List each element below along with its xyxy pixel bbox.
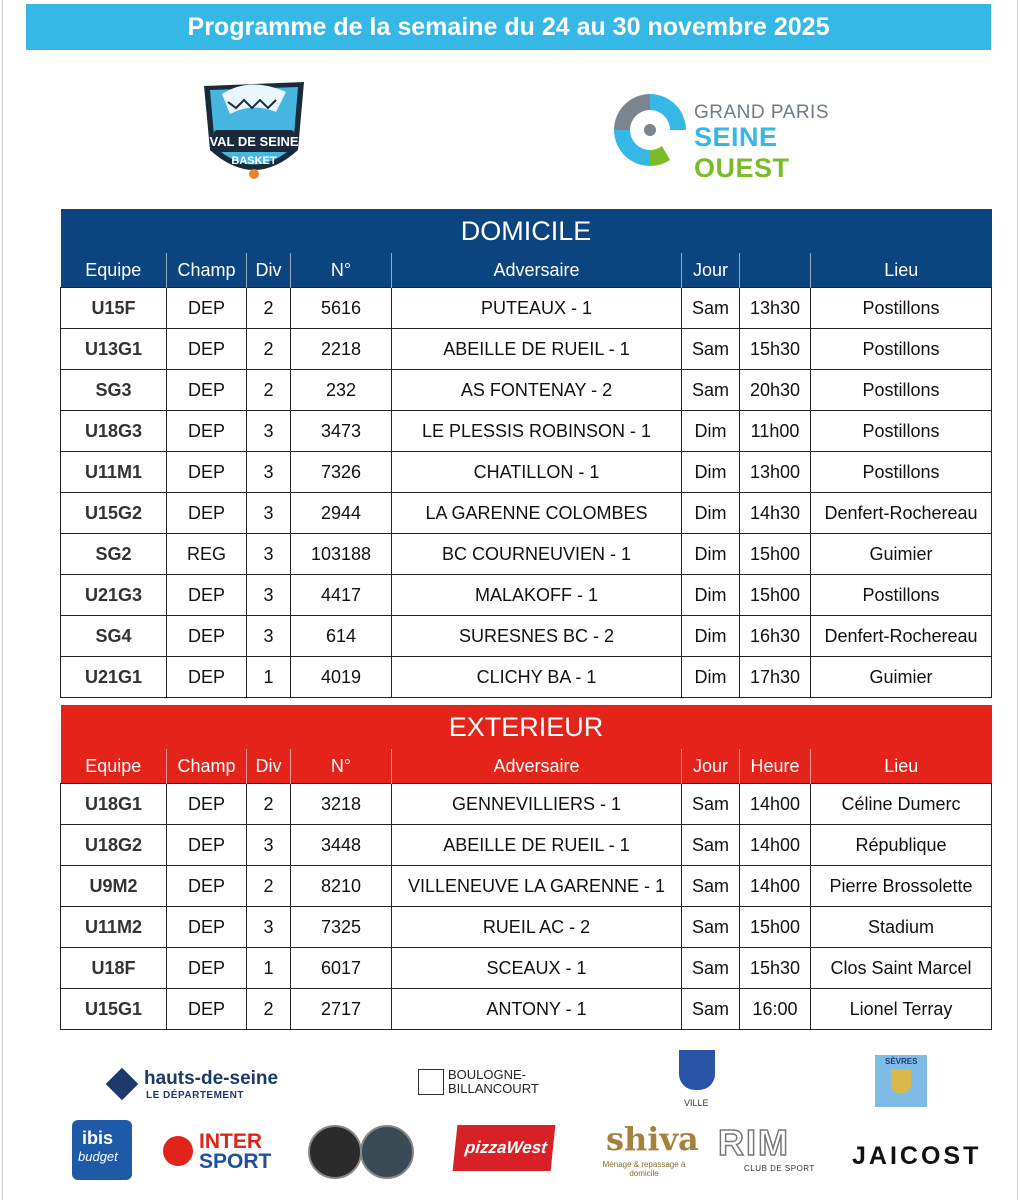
cell-adversaire: RUEIL AC - 2 — [392, 907, 682, 948]
rim-name: RIM — [718, 1122, 790, 1163]
cell-numero: 4019 — [291, 657, 392, 698]
rim-club-logo — [718, 1122, 824, 1178]
domicile-table — [60, 209, 992, 698]
boulogne-emblem-icon — [418, 1069, 444, 1095]
sevres-shield-icon — [891, 1069, 911, 1093]
table-row — [61, 575, 992, 616]
cell-equipe: U9M2 — [61, 866, 167, 907]
cell-div: 3 — [247, 825, 291, 866]
vds-line1: VAL DE SEINE — [209, 134, 299, 149]
cell-div: 3 — [247, 411, 291, 452]
ibis-line2: budget — [78, 1149, 118, 1164]
cell-numero: 4417 — [291, 575, 392, 616]
cell-adversaire: ABEILLE DE RUEIL - 1 — [392, 329, 682, 370]
cell-lieu: Postillons — [811, 370, 992, 411]
jaicost-logo: JAICOST — [852, 1142, 982, 1170]
cell-numero: 5616 — [291, 288, 392, 329]
cell-numero: 2944 — [291, 493, 392, 534]
cell-champ: DEP — [167, 866, 247, 907]
domicile-header-row — [61, 253, 992, 288]
exterieur-section-title: EXTERIEUR — [61, 705, 992, 749]
cell-div: 2 — [247, 288, 291, 329]
cell-adversaire: BC COURNEUVIEN - 1 — [392, 534, 682, 575]
vds-line2: BASKET — [231, 155, 277, 167]
col-equipe: Equipe — [61, 749, 167, 784]
col-equipe: Equipe — [61, 253, 167, 288]
shiva-tagline: Ménage & repassage à domicile — [602, 1160, 686, 1178]
cell-equipe: U11M1 — [61, 452, 167, 493]
cell-lieu: Postillons — [811, 575, 992, 616]
hauts-de-seine-logo — [106, 1066, 281, 1104]
cell-equipe: U15G2 — [61, 493, 167, 534]
cell-jour: Sam — [682, 989, 740, 1030]
gpso-seine: SEINE — [694, 122, 778, 152]
cell-lieu: Denfert-Rochereau — [811, 493, 992, 534]
col-lieu: Lieu — [811, 253, 992, 288]
cell-lieu: Pierre Brossolette — [811, 866, 992, 907]
cell-jour: Dim — [682, 493, 740, 534]
cell-heure: 13h00 — [740, 452, 811, 493]
table-row — [61, 493, 992, 534]
col-jour: Jour — [682, 253, 740, 288]
cell-jour: Dim — [682, 575, 740, 616]
col-numero: N° — [291, 253, 392, 288]
col-champ: Champ — [167, 749, 247, 784]
exterieur-header-row — [61, 749, 992, 784]
cell-champ: DEP — [167, 288, 247, 329]
cell-champ: DEP — [167, 784, 247, 825]
cell-heure: 15h00 — [740, 575, 811, 616]
cell-champ: DEP — [167, 907, 247, 948]
cell-equipe: U11M2 — [61, 907, 167, 948]
cell-jour: Dim — [682, 534, 740, 575]
domicile-section-title: DOMICILE — [61, 209, 992, 253]
grand-paris-seine-ouest-logo — [608, 88, 848, 183]
exterieur-table — [60, 705, 992, 1030]
cell-div: 3 — [247, 907, 291, 948]
cell-equipe: U15G1 — [61, 989, 167, 1030]
cell-numero: 7325 — [291, 907, 392, 948]
cell-adversaire: PUTEAUX - 1 — [392, 288, 682, 329]
gpso-ouest: OUEST — [694, 153, 790, 183]
cell-champ: DEP — [167, 329, 247, 370]
intersport-line1: INTER — [199, 1130, 262, 1153]
cell-numero: 614 — [291, 616, 392, 657]
cell-heure: 15h30 — [740, 948, 811, 989]
cell-jour: Sam — [682, 948, 740, 989]
cell-lieu: Guimier — [811, 657, 992, 698]
cell-numero: 2717 — [291, 989, 392, 1030]
table-row — [61, 657, 992, 698]
cell-heure: 14h00 — [740, 825, 811, 866]
cell-lieu: Postillons — [811, 411, 992, 452]
cell-champ: DEP — [167, 370, 247, 411]
boulogne-line2: BILLANCOURT — [448, 1081, 539, 1096]
cell-div: 3 — [247, 534, 291, 575]
col-heure: Heure — [740, 749, 811, 784]
col-champ: Champ — [167, 253, 247, 288]
cell-heure: 14h00 — [740, 866, 811, 907]
boulogne-line1: BOULOGNE- — [448, 1067, 527, 1082]
boulogne-billancourt-logo — [418, 1068, 543, 1098]
col-lieu: Lieu — [811, 749, 992, 784]
cell-numero: 8210 — [291, 866, 392, 907]
cell-adversaire: LA GARENNE COLOMBES — [392, 493, 682, 534]
ibis-budget-logo — [72, 1120, 132, 1180]
cell-equipe: SG3 — [61, 370, 167, 411]
cell-adversaire: SCEAUX - 1 — [392, 948, 682, 989]
cell-div: 3 — [247, 452, 291, 493]
cell-heure: 14h30 — [740, 493, 811, 534]
col-adversaire: Adversaire — [392, 253, 682, 288]
cell-jour: Dim — [682, 616, 740, 657]
cell-lieu: Stadium — [811, 907, 992, 948]
cell-div: 2 — [247, 370, 291, 411]
table-row — [61, 825, 992, 866]
cell-div: 2 — [247, 866, 291, 907]
intersport-line2: SPORT — [199, 1150, 272, 1173]
cell-equipe: U13G1 — [61, 329, 167, 370]
table-row — [61, 411, 992, 452]
rim-sub: CLUB DE SPORT — [744, 1164, 815, 1173]
sevres-text: SÈVRES — [885, 1057, 918, 1066]
cell-lieu: Guimier — [811, 534, 992, 575]
cell-jour: Dim — [682, 452, 740, 493]
col-jour: Jour — [682, 749, 740, 784]
table-row — [61, 288, 992, 329]
cell-heure: 15h00 — [740, 907, 811, 948]
cell-div: 3 — [247, 575, 291, 616]
cell-div: 1 — [247, 948, 291, 989]
cell-adversaire: CLICHY BA - 1 — [392, 657, 682, 698]
cell-equipe: U18G2 — [61, 825, 167, 866]
cell-jour: Sam — [682, 329, 740, 370]
table-row — [61, 989, 992, 1030]
cell-equipe: SG2 — [61, 534, 167, 575]
shiva-logo — [602, 1116, 699, 1182]
cell-heure: 15h30 — [740, 329, 811, 370]
cell-champ: DEP — [167, 989, 247, 1030]
cell-heure: 17h30 — [740, 657, 811, 698]
cell-champ: DEP — [167, 452, 247, 493]
page-title: Programme de la semaine du 24 au 30 novembre 2025 — [26, 4, 991, 50]
cell-lieu: Lionel Terray — [811, 989, 992, 1030]
cell-numero: 6017 — [291, 948, 392, 989]
cell-adversaire: LE PLESSIS ROBINSON - 1 — [392, 411, 682, 452]
hds-name: hauts-de-seine — [144, 1068, 279, 1089]
cell-equipe: U15F — [61, 288, 167, 329]
ville-text: VILLE — [684, 1098, 709, 1108]
cell-heure: 15h00 — [740, 534, 811, 575]
gpso-line1: GRAND PARIS — [694, 102, 830, 123]
cell-adversaire: ANTONY - 1 — [392, 989, 682, 1030]
cell-numero: 232 — [291, 370, 392, 411]
cell-div: 3 — [247, 616, 291, 657]
cell-heure: 20h30 — [740, 370, 811, 411]
col-heure — [740, 253, 811, 288]
table-row — [61, 616, 992, 657]
cell-equipe: U21G1 — [61, 657, 167, 698]
boulogne-text — [448, 1068, 539, 1096]
cell-lieu: Postillons — [811, 452, 992, 493]
val-de-seine-basket-logo — [190, 72, 318, 190]
hds-sub: LE DÉPARTEMENT — [146, 1090, 244, 1101]
table-row — [61, 370, 992, 411]
cell-jour: Sam — [682, 370, 740, 411]
cell-numero: 103188 — [291, 534, 392, 575]
table-row — [61, 948, 992, 989]
cell-lieu: Postillons — [811, 288, 992, 329]
cell-heure: 11h00 — [740, 411, 811, 452]
cell-jour: Dim — [682, 657, 740, 698]
table-row — [61, 329, 992, 370]
cell-champ: DEP — [167, 616, 247, 657]
table-row — [61, 907, 992, 948]
cell-adversaire: SURESNES BC - 2 — [392, 616, 682, 657]
ville-logo — [676, 1050, 724, 1110]
col-adversaire: Adversaire — [392, 749, 682, 784]
hds-diamond-icon — [106, 1068, 139, 1101]
intersport-circle-icon — [163, 1136, 193, 1166]
gpso-line2 — [694, 122, 848, 184]
cell-champ: DEP — [167, 825, 247, 866]
pizza-west-text: pizzaWest — [464, 1138, 548, 1157]
intersport-logo — [163, 1132, 283, 1176]
cell-champ: DEP — [167, 411, 247, 452]
cell-jour: Sam — [682, 907, 740, 948]
sevres-logo — [875, 1055, 927, 1107]
cell-champ: DEP — [167, 657, 247, 698]
cell-adversaire: ABEILLE DE RUEIL - 1 — [392, 825, 682, 866]
cell-div: 3 — [247, 493, 291, 534]
cell-div: 2 — [247, 329, 291, 370]
cell-div: 2 — [247, 989, 291, 1030]
shiva-name: shiva — [606, 1120, 699, 1158]
cell-jour: Sam — [682, 784, 740, 825]
pizza-west-logo — [453, 1125, 556, 1171]
cell-adversaire: GENNEVILLIERS - 1 — [392, 784, 682, 825]
cell-adversaire: MALAKOFF - 1 — [392, 575, 682, 616]
col-numero: N° — [291, 749, 392, 784]
cell-champ: DEP — [167, 948, 247, 989]
cell-champ: REG — [167, 534, 247, 575]
cell-champ: DEP — [167, 493, 247, 534]
col-div: Div — [247, 253, 291, 288]
cell-heure: 16h30 — [740, 616, 811, 657]
cell-numero: 2218 — [291, 329, 392, 370]
table-row — [61, 534, 992, 575]
cell-div: 2 — [247, 784, 291, 825]
cell-lieu: République — [811, 825, 992, 866]
intersport-text — [199, 1132, 271, 1172]
cell-jour: Sam — [682, 825, 740, 866]
cell-adversaire: CHATILLON - 1 — [392, 452, 682, 493]
left-border — [2, 0, 3, 1200]
cell-adversaire: AS FONTENAY - 2 — [392, 370, 682, 411]
cell-adversaire: VILLENEUVE LA GARENNE - 1 — [392, 866, 682, 907]
cell-heure: 14h00 — [740, 784, 811, 825]
cell-numero: 3218 — [291, 784, 392, 825]
cell-jour: Sam — [682, 866, 740, 907]
cell-lieu: Postillons — [811, 329, 992, 370]
badge-logo-dark — [308, 1125, 362, 1179]
cell-champ: DEP — [167, 575, 247, 616]
domicile-rows — [61, 288, 992, 698]
table-row — [61, 452, 992, 493]
col-div: Div — [247, 749, 291, 784]
cell-lieu: Céline Dumerc — [811, 784, 992, 825]
ibis-line1: ibis — [82, 1128, 114, 1148]
badge-logo-grey — [360, 1125, 414, 1179]
cell-equipe: SG4 — [61, 616, 167, 657]
exterieur-rows — [61, 784, 992, 1030]
table-row — [61, 866, 992, 907]
cell-heure: 16:00 — [740, 989, 811, 1030]
cell-lieu: Clos Saint Marcel — [811, 948, 992, 989]
cell-numero: 7326 — [291, 452, 392, 493]
table-row — [61, 784, 992, 825]
cell-equipe: U18G3 — [61, 411, 167, 452]
cell-equipe: U18G1 — [61, 784, 167, 825]
cell-numero: 3473 — [291, 411, 392, 452]
cell-lieu: Denfert-Rochereau — [811, 616, 992, 657]
cell-numero: 3448 — [291, 825, 392, 866]
cell-equipe: U18F — [61, 948, 167, 989]
cell-equipe: U21G3 — [61, 575, 167, 616]
cell-div: 1 — [247, 657, 291, 698]
cell-jour: Sam — [682, 288, 740, 329]
ville-shield-icon — [679, 1050, 715, 1090]
cell-jour: Dim — [682, 411, 740, 452]
cell-heure: 13h30 — [740, 288, 811, 329]
right-border — [1017, 0, 1018, 1200]
